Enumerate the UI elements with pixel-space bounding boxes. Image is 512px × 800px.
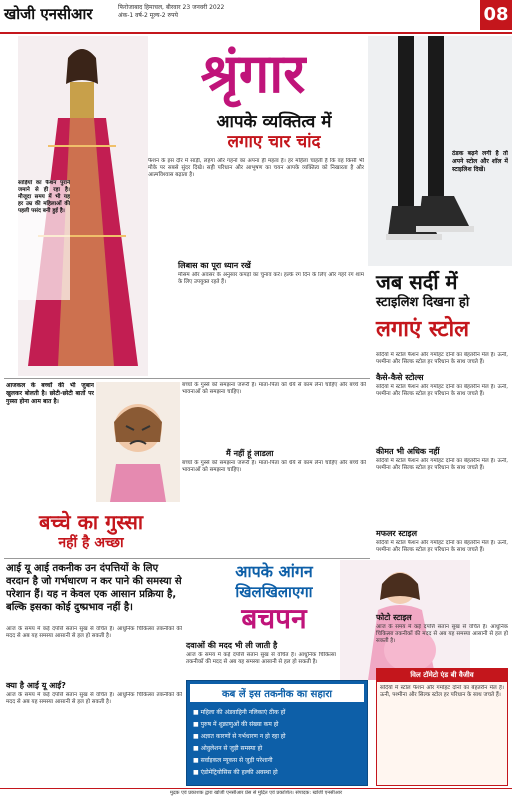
page-number: 08 xyxy=(480,0,512,30)
ivf-body-2: आज के समय में कई दंपत्ति संतान सुख से वंचित हैं। आधुनिक चिकित्सा तकनीकों की मदद से अब यह समस्या आसानी से हल हो सकती है। xyxy=(6,692,182,705)
winter-subhead-3: मफलर स्टाइल xyxy=(376,529,418,538)
ivf-box-item: ■ अज्ञात कारणों से गर्भधारण न हो रहा हो xyxy=(193,733,286,740)
ivf-subhead-2: क्या है आई यू आई? xyxy=(6,681,66,690)
ivf-subhead-3: फोटो स्टाइल xyxy=(376,613,412,622)
kids-subhead: मैं नहीं हूं लाडला xyxy=(226,449,274,458)
ivf-info-box xyxy=(186,680,368,786)
ivf-body-4: आज के समय में कई दंपत्ति संतान सुख से वंचित हैं। आधुनिक चिकित्सा तकनीकों की मदद से अब यह समस्या आसानी से हल हो सकती है। xyxy=(376,624,508,644)
winter-caption: ठंडक बढ़ने लगी है तो अपने स्टोल और शॉल में स्टाइलिश दिखें। xyxy=(452,150,508,173)
winter-body-2: सर्दियों में स्टोल फैशन और गर्माहट दोनों का बेहतरीन मेल है। ऊनी, पश्मीना और सिल्क स्टोल हर परिधान के साथ जचते हैं। xyxy=(376,384,508,397)
fashion-caption: साड़ियों का फैशन पुराने जमाने से ही रहा है। मौजूदा समय में भी यह हर उम्र की महिलाओं की पहली पसंद बनी हुई है। xyxy=(18,180,70,300)
ivf-box-list xyxy=(187,705,367,781)
angry-child-illustration xyxy=(96,382,180,502)
ivf-subhead-1: दवाओं की मदद भी ली जाती है xyxy=(186,641,278,650)
footer-text: मुद्रक एवं प्रकाशक द्वारा खोजी एनसीआर प्रेस से मुद्रित एवं प्रकाशित। संपादक: खोजी एनसीआर xyxy=(170,790,342,796)
winter-title-1: जब सर्दी में xyxy=(376,270,458,294)
dateline-text: फिरोजाबाद हिमाचल, बीरवार 23 जनवरी 2022 xyxy=(118,4,225,11)
fashion-subtitle-2: लगाए चार चांद xyxy=(227,132,321,152)
recipe-box-body: सर्दियों में स्टोल फैशन और गर्माहट दोनों का बेहतरीन मेल है। ऊनी, पश्मीना और सिल्क स्टोल हर परिधान के साथ जचते हैं। xyxy=(380,685,504,698)
kids-title-2: नहीं है अच्छा xyxy=(58,535,124,551)
winter-body: सर्दियों में स्टोल फैशन और गर्माहट दोनों का बेहतरीन मेल है। ऊनी, पश्मीना और सिल्क स्टोल हर परिधान के साथ जचते हैं। xyxy=(376,352,508,365)
fashion-subtitle-1: आपके व्यक्तित्व में xyxy=(216,112,332,132)
ivf-box-item: ■ पुरुष में शुक्राणुओं की संख्या कम हो xyxy=(193,721,279,728)
ivf-body-3: आज के समय में कई दंपत्ति संतान सुख से वंचित हैं। आधुनिक चिकित्सा तकनीकों की मदद से अब यह समस्या आसानी से हल हो सकती है। xyxy=(186,652,336,665)
footer-rule xyxy=(0,788,512,789)
section-divider-2 xyxy=(4,558,370,559)
kids-body-2: बच्चों के गुस्से को समझना जरूरी है। माता-पिता को धैर्य से काम लेना चाहिए और बच्चे की भावनाओं को समझना चाहिए। xyxy=(182,460,366,473)
ivf-box-item: ■ सर्वाइकल म्यूकस से जुड़ी परेशानी xyxy=(193,757,273,764)
winter-body-4: सर्दियों में स्टोल फैशन और गर्माहट दोनों का बेहतरीन मेल है। ऊनी, पश्मीना और सिल्क स्टोल हर परिधान के साथ जचते हैं। xyxy=(376,540,508,553)
dateline xyxy=(118,4,224,20)
fashion-body-2: मौसम और अवसर के अनुसार कपड़ों का चुनाव करें। हल्के रंग दिन के लिए और गहरे रंग शाम के लिए उपयुक्त रहते हैं। xyxy=(178,272,364,285)
kids-body: बच्चों के गुस्से को समझना जरूरी है। माता-पिता को धैर्य से काम लेना चाहिए और बच्चे की भावनाओं को समझना चाहिए। xyxy=(182,382,366,395)
masthead: खोजी एनसीआर xyxy=(4,5,93,23)
fashion-subhead: लिबास का पूरा ध्यान रखें xyxy=(178,261,251,270)
ivf-title-2: खिलखिलाएगा xyxy=(235,583,313,601)
ivf-body: आज के समय में कई दंपत्ति संतान सुख से वंचित हैं। आधुनिक चिकित्सा तकनीकों की मदद से अब यह समस्या आसानी से हल हो सकती है। xyxy=(6,626,182,639)
kids-intro: आजकल के बच्चों की भी जुबान खुलकर बोलती है। छोटी-छोटी बातों पर गुस्सा होना आम बात है। xyxy=(6,382,94,405)
winter-subhead-1: कैसे-कैसे स्टोल्स xyxy=(376,373,424,382)
ivf-title-3: बचपन xyxy=(241,602,307,635)
page-header xyxy=(0,0,512,34)
section-divider xyxy=(4,378,370,379)
recipe-box xyxy=(376,668,508,786)
ivf-box-item: ■ एंडोमेट्रियोसिस की हल्की अवस्था हो xyxy=(193,769,278,776)
winter-subhead-2: कीमत भी अधिक नहीं xyxy=(376,447,440,456)
fashion-body: फैशन के इस दौर में साड़ी, लहंगा और गहनों का अपना ही महत्व है। हर महिला चाहती है कि वह किसी भी मौके पर सबसे सुंदर दिखे। सही परिधान और आभूषण का चयन आपके व्यक्तित्व को निखारता है और आत्मविश्वास बढ़ाता है। xyxy=(148,158,364,178)
dateline-edition: अंक-1 वर्ष-2 मूल्य-2 रुपये xyxy=(118,12,178,19)
ivf-box-item: ■ महिला की अंडवाहिनी नलिकाएं ठीक हों xyxy=(193,709,286,716)
winter-title-3: लगाएं स्टोल xyxy=(376,317,470,342)
winter-title-2: स्टाइलिश दिखना हो xyxy=(376,295,470,310)
ivf-title-1: आपके आंगन xyxy=(186,562,362,582)
ivf-box-item: ■ ओवुलेशन से जुड़ी समस्या हो xyxy=(193,745,263,752)
recipe-box-title: विल टॉमेटो एंड बी वैजीव xyxy=(377,669,507,682)
ivf-box-title: कब लें इस तकनीक का सहारा xyxy=(190,684,364,702)
fashion-title: श्रृंगार xyxy=(200,41,306,105)
ivf-headline: आई यू आई तकनीक उन दंपत्तियों के लिए वरदान है जो गर्भधारण न कर पाने की समस्या से परेशान हैं। यह न केवल एक आसान प्रक्रिया है, बल्कि इसका कोई दुष्प्रभाव नहीं है। xyxy=(6,563,182,613)
kids-title-1: बच्चे का गुस्सा xyxy=(38,510,144,534)
winter-body-3: सर्दियों में स्टोल फैशन और गर्माहट दोनों का बेहतरीन मेल है। ऊनी, पश्मीना और सिल्क स्टोल हर परिधान के साथ जचते हैं। xyxy=(376,458,508,471)
